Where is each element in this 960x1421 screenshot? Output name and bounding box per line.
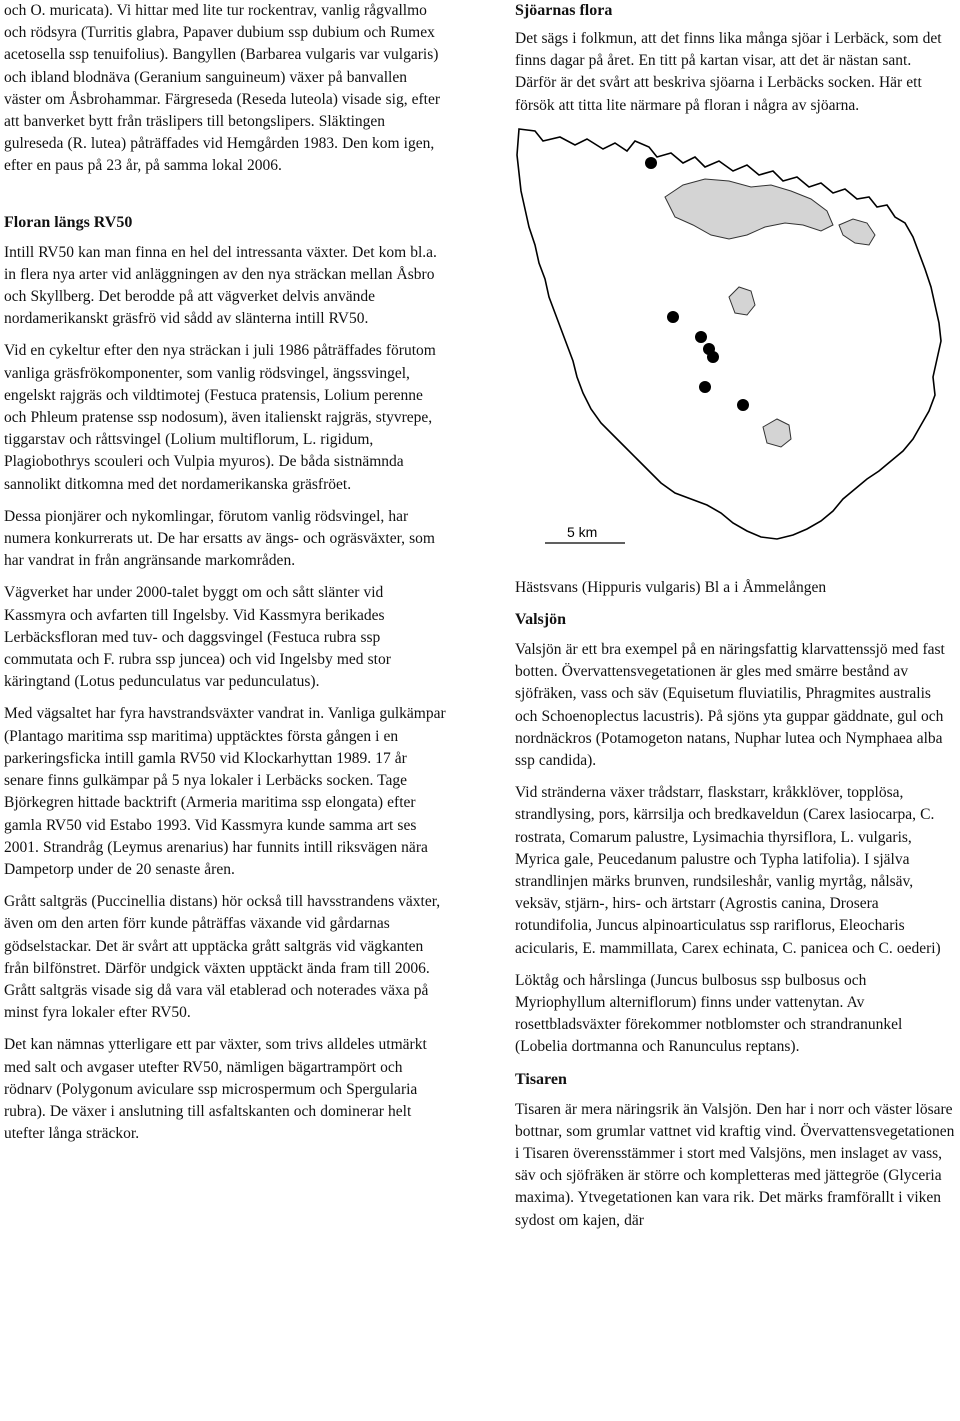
section-heading-valsjon: Valsjön [515, 611, 566, 629]
valsjon-paragraph-2: Vid stränderna växer trådstarr, flaskstarr, kråkklöver, topplösa, strandlysing, pors, kärrsilja och bredkaveldun (Carex lasiocarpa, C. rostrata, Comarum palustre, Lysimachia thyrsiflora, L. vulgaris, Myrica gale, Peucedanum palustre och Typha latifolia). I själva strandlinjen märks brunven, rundsileshår, vanlig myrtåg, nålsäv, veksäv, stjärn-, hirs- och ärtstarr (Agrostis canina, Drosera rotundifolia, Juncus alpinoarticulatus ssp rariflorus, Eleocharis acicularis, E. mammillata, Carex echinata, C. panicea och C. oederi) [515, 784, 941, 957]
section-heading-tisaren: Tisaren [515, 1070, 567, 1088]
map-caption: Hästsvans (Hippuris vulgaris) Bl a i Åmmelången [515, 578, 827, 596]
scale-label: 5 km [567, 523, 598, 540]
intro-paragraph: och O. muricata). Vi hittar med lite tur rockentrav, vanlig rågvallmo och rödsyra (Turritis glabra, Papaver dubium ssp dubium och Rumex acetosella ssp tenuifolius). Bangyllen (Barbarea vulgaris var vulgaris) och ibland blodnäva (Geranium sanguineum) växer på banvallen väster om Åsbrohammar. Färgreseda (Reseda luteola) visade sig, efter att banverket bytt från träslipers till betongslipers. Släktingen gulreseda (R. lutea) påträffades vid Hemgården 1983. Den kom igen, efter en paus på 23 år, på samma lokal 2006. [4, 2, 441, 175]
rv50-paragraph-4: Vägverket har under 2000-talet byggt om och sått slänter vid Kassmyra och avfarten till Ingelsby. Vid Kassmyra berikades Lerbäcksfloran med tuv- och daggsvingel (Festuca rubra ssp commutata och F. rubra ssp juncea) och vid Ingelsby med stor käringtand (Lotus pedunculatus var pedunculatus). [4, 584, 391, 691]
valsjon-paragraph-1: Valsjön är ett bra exempel på en näringsfattig klarvattenssjö med fast botten. Övervattensvegetationen är gles med smärre bestånd av sjöfräken, vass och säv (Equisetum fluviatilis, Phragmites australis och Schoenoplectus lacustris). På sjöns yta guppar gäddnate, gul och nordnäckros (Potamogeton natans, Nuphar lutea och Nymphaea alba ssp candida). [515, 641, 945, 770]
parish-map-svg [515, 127, 955, 567]
map-dot [645, 157, 657, 169]
parish-map [515, 127, 955, 567]
map-dot [699, 381, 711, 393]
rv50-paragraph-5: Med vägsaltet har fyra havstrandsväxter vandrat in. Vanliga gulkämpar (Plantago maritima ssp maritima) upptäcktes första gången i en parkeringsficka intill gamla RV50 vid Klockarhyttan 1989. 17 år senare finns gulkämpar på 5 nya lokaler i Lerbäcks socken. Tage Björkegren hittade backtrift (Armeria maritima ssp elongata) efter gamla RV50 vid Estabo 1993. Vid Kassmyra kunde samma art ses 2001. Strandråg (Leymus arenarius) har funnits intill riksvägen nära Dampetorp under de 20 senaste åren. [4, 705, 446, 878]
tisaren-paragraph: Tisaren är mera näringsrik än Valsjön. Den har i norr och väster lösare bottnar, som grumlar vattnet vid kraftig vind. Övervattensvegetationen i Tisaren överensstämmer i stort med Valsjöns, men inslaget av vass, säv och sjöfräken är större och kompletteras med jättegröe (Glyceria maxima). Ytvegetationen kan vara rik. Det märks framförallt i viken sydost om kajen, där [515, 1100, 955, 1229]
rv50-paragraph-3: Dessa pionjärer och nykomlingar, förutom vanlig rödsvingel, har numera konkurrerats ut. De har ersatts av ängs- och ogräsväxter, som har vandrat in från angränsande markområden. [4, 507, 435, 570]
valsjon-paragraph-3: Löktåg och hårslinga (Juncus bulbosus ssp bulbosus och Myriophyllum alterniflorum) finns under vattenytan. Av rosettbladsväxter förekommer notblomster och strandranunkel (Lobelia dortmanna och Ranunculus reptans). [515, 971, 903, 1056]
rv50-paragraph-7: Det kan nämnas ytterligare ett par växter, som trivs alldeles utmärkt med salt och avgaser utefter RV50, nämligen bägartrampört och rödnarv (Polygonum aviculare ssp microspermum och Spergularia rubra). De växer i anslutning till asfaltskanten och dominerar helt utefter långa sträckor. [4, 1036, 427, 1143]
rv50-paragraph-6: Grått saltgräs (Puccinellia distans) hör också till havsstrandens växter, även om den arten förr kunde påträffas växande vid gårdarnas gödselstackar. Det är svårt att upptäcka grått saltgräs vid vägkanten från bilfönstret. Därför undgick växten upptäckt ända fram till 2006. Grått saltgräs visade sig då vara väl etablerad och noterades växa på minst fyra lokaler efter RV50. [4, 893, 441, 1022]
right-column [515, 0, 955, 1242]
map-dot [695, 331, 707, 343]
lake-center [729, 287, 755, 315]
rv50-paragraph-2: Vid en cykeltur efter den nya sträckan i juli 1986 påträffades förutom vanliga gräsfrökomponenter, som vanlig rödsvingel, ängssvingel, engelskt rajgräs och vildtimotej (Festuca pratensis, Lolium perenne och Phleum pratense ssp nodosum), även italienskt rajgräs, styvrepe, tiggarstav och råttsvingel (Lolium multiflorum, L. rigidum, Plagiobothrys scouleri och Vulpia myuros). De båda sistnämnda sannolikt ditkomna med det nordamerikanska gräsfröet. [4, 342, 436, 493]
lakes-intro-paragraph: Det sägs i folkmun, att det finns lika många sjöar i Lerbäck, som det finns dagar på året. En titt på kartan visar, att det är nästan sant. Därför är det svårt att beskriva sjöarna i Lerbäcks socken. Här ett försök att titta lite närmare på floran i några av sjöarna. [515, 30, 942, 114]
lake-north [665, 179, 833, 239]
lake-south [763, 419, 791, 447]
map-dot [737, 399, 749, 411]
left-column [4, 0, 448, 1155]
map-dot [707, 351, 719, 363]
section-heading-rv50: Floran längs RV50 [4, 213, 133, 231]
lake-northeast [839, 219, 875, 245]
map-dot [667, 311, 679, 323]
rv50-paragraph-1: Intill RV50 kan man finna en hel del intressanta växter. Det kom bl.a. in flera nya arter vid anläggningen av den nya sträckan mellan Åsbro och Skyllberg. Det berodde på att vägverket delvis använde nordamerikanskt gräsfrö vid sådd av slänterna intill RV50. [4, 243, 437, 328]
section-heading-lakes: Sjöarnas flora [515, 2, 613, 19]
